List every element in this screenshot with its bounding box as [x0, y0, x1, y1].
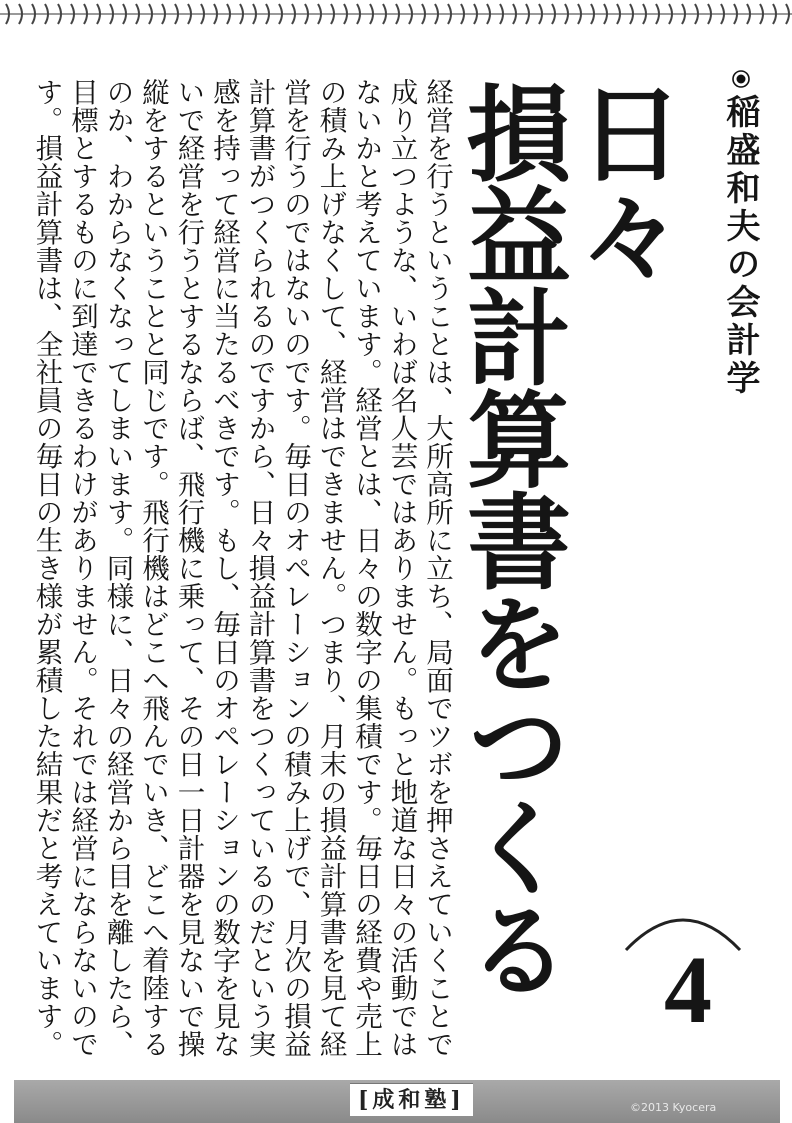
publisher-label: [成和塾]: [350, 1083, 473, 1116]
series-title: 稲盛和夫の会計学: [720, 94, 760, 398]
main-title-line-1: 日々: [561, 80, 683, 284]
main-title-line-2: 損益計算書をつくる: [449, 80, 571, 998]
binding-rings: [0, 0, 792, 30]
calendar-binding: [0, 0, 792, 30]
page-number: 4: [664, 936, 712, 1043]
double-circle-icon: [732, 70, 750, 88]
copyright-text: ©2013 Kyocera: [630, 1101, 717, 1114]
body-text: 経営を行うということは、大所高所に立ち、局面でツボを押さえていくことで成り立つような、いわば名人芸ではありません。もっと地道な日々の活動ではないかと考えています。経営とは、日々の数字の集積です。毎日の経費や売上の積み上げなくして、経営はできません。つまり、月末の損益計算書を見て経営を行うのではないのです。毎日のオペレーションの積み上げで、月次の損益計算書がつくられるのですから、日々損益計算書をつくっているのだという実感を持って経営に当たるべきです。もし、毎日のオペレーションの数字を見ないで経営を行うとするならば、飛行機に乗って、その日一日計器を見ないで操縦をするということと同じです。飛行機はどこへ飛んでいき、どこへ着陸するのか、わからなくなってしまいます。同様に、日々の経営から目を離したら、目標とするものに到達できるわけがありません。それでは経営にならないのです。損益計算書は、全社員の毎日の生き様が累積した結果だと考えています。: [30, 78, 453, 1058]
main-title: [449, 80, 683, 1040]
